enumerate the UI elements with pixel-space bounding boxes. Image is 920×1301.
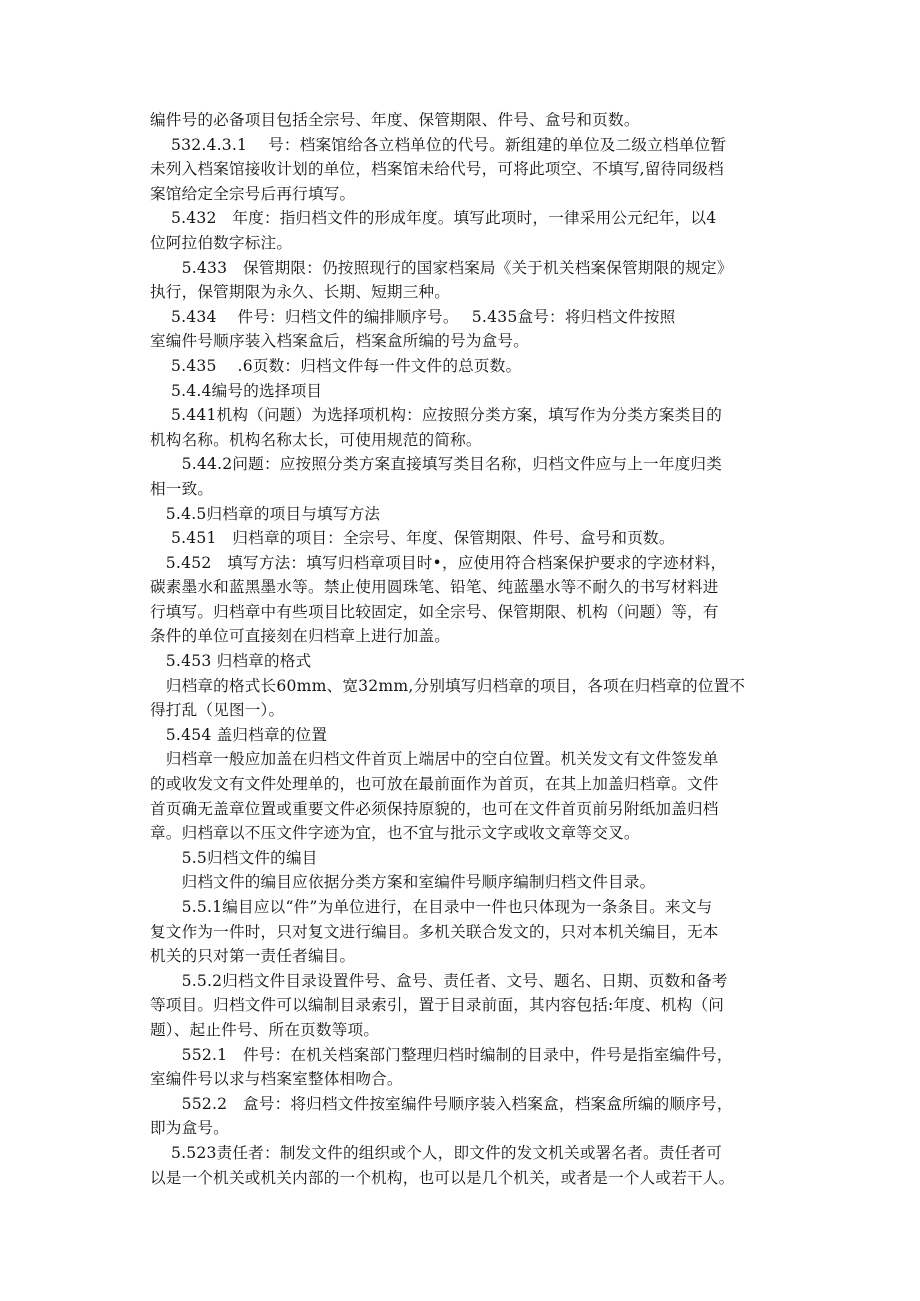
text-line: 532.4.3.1 号：档案馆给各立档单位的代号。新组建的单位及二级立档单位暂: [150, 135, 727, 154]
text-line: 得打乱（见图一）。: [150, 701, 285, 720]
text-line: 5.434 件号：归档文件的编排顺序号。 5.435盒号：将归档文件按照: [150, 307, 676, 326]
text-line: 5.523责任者：制发文件的组织或个人，即文件的发文机关或署名者。责任者可: [150, 1143, 722, 1162]
text-line: 行填写。归档章中有些项目比较固定，如全宗号、保管期限、机构（问题）等，有: [150, 602, 719, 621]
text-line: 位阿拉伯数字标注。: [150, 233, 293, 252]
text-line: 5.453 归档章的格式: [150, 652, 312, 671]
text-line: 5.432 年度：指归档文件的形成年度。填写此项时，一律采用公元纪年，以4: [150, 209, 717, 228]
text-line: 章。归档章以不压文件字迹为宜，也不宜与批示文字或收文章等交叉。: [150, 824, 640, 843]
text-line: 首页确无盖章位置或重要文件必须保持原貌的，也可在文件首页前另附纸加盖归档: [150, 799, 719, 818]
text-line: 5.454 盖归档章的位置: [150, 725, 328, 744]
text-line: 题）、起止件号、所在页数等项。: [150, 1020, 380, 1039]
text-line: 机关的只对第一责任者编目。: [150, 947, 356, 966]
text-line: 5.4.4编号的选择项目: [150, 381, 323, 400]
text-line: 编件号的必备项目包括全宗号、年度、保管期限、件号、盒号和页数。: [150, 111, 640, 129]
text-line: 案馆给定全宗号后再行填写。: [150, 184, 356, 203]
text-line: 以是一个机关或机关内部的一个机构，也可以是几个机关，或者是一个人或若干人。: [150, 1168, 735, 1187]
text-line: 机构名称。机构名称太长，可使用规范的简称。: [150, 430, 482, 449]
text-line: 5.5.1编目应以“件”为单位进行，在目录中一件也只体现为一条条目。来文与: [150, 898, 713, 916]
text-line: 552.2 盒号：将归档文件按室编件号顺序装入档案盒，档案盒所编的顺序号，: [150, 1094, 733, 1113]
text-line: 碳素墨水和蓝黑墨水等。禁止使用圆珠笔、铅笔、纯蓝墨水等不耐久的书写材料进: [150, 578, 719, 597]
text-line: 即为盒号。: [150, 1119, 229, 1138]
text-line: 室编件号以求与档案室整体相吻合。: [150, 1070, 403, 1089]
text-line: 5.452 填写方法：填写归档章项目时•，应使用符合档案保护要求的字迹材料，: [150, 553, 727, 572]
text-line: 等项目。归档文件可以编制目录索引，置于目录前面，其内容包括:年度、机构（问: [150, 996, 725, 1015]
text-line: 复文作为一件时，只对复文进行编目。多机关联合发文的，只对本机关编目，无本: [150, 922, 719, 941]
text-line: 条件的单位可直接刻在归档章上进行加盖。: [150, 627, 451, 646]
text-line: 5.441机构（问题）为选择项机构：应按照分类方案，填写作为分类方案类目的: [150, 406, 722, 425]
text-line: 5.4.5归档章的项目与填写方法: [150, 504, 381, 523]
text-line: 5.433 保管期限：仍按照现行的国家档案局《关于机关档案保管期限的规定》: [150, 258, 733, 277]
text-line: 归档文件的编目应依据分类方案和室编件号顺序编制归档文件目录。: [150, 873, 656, 892]
text-line: 5.44.2问题：应按照分类方案直接填写类目名称，归档文件应与上一年度归类: [150, 455, 722, 474]
text-line: 的或收发文有文件处理单的，也可放在最前面作为首页，在其上加盖归档章。文件: [150, 775, 719, 794]
text-line: 相一致。: [150, 479, 214, 498]
text-line: 归档章的格式长60mm、宽32mm,分别填写归档章的项目，各项在归档章的位置不: [150, 676, 746, 695]
text-line: 5.5归档文件的编目: [150, 848, 318, 867]
document-page: [150, 108, 800, 1190]
text-line: 归档章一般应加盖在归档文件首页上端居中的空白位置。机关发文有文件签发单: [150, 750, 719, 769]
text-line: 5.451 归档章的项目：全宗号、年度、保管期限、件号、盒号和页数。: [150, 529, 675, 548]
text-line: 552.1 件号：在机关档案部门整理归档时编制的目录中，件号是指室编件号，: [150, 1045, 733, 1064]
text-line: 未列入档案馆接收计划的单位，档案馆未给代号，可将此项空、不填写,留待同级档: [150, 160, 724, 179]
text-line: 5.5.2归档文件目录设置件号、盒号、责任者、文号、题名、日期、页数和备考: [150, 971, 728, 990]
text-line: 5.435 .6页数：归档文件每一件文件的总页数。: [150, 356, 522, 375]
text-line: 室编件号顺序装入档案盒后，档案盒所编的号为盒号。: [150, 332, 530, 351]
text-line: 执行，保管期限为永久、长期、短期三种。: [150, 283, 451, 302]
